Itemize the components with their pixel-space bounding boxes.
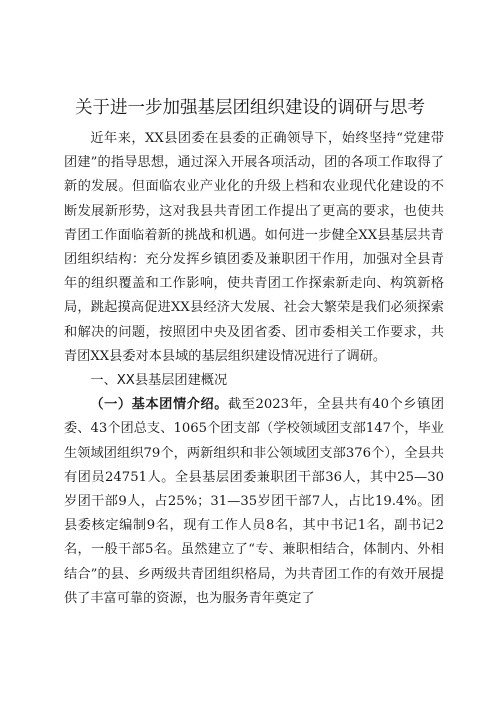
section-heading-overview: 一、XX县基层团建概况 [90,373,228,389]
intro-paragraph: 近年来，XX县团委在县委的正确领导下，始终坚持“党建带团建”的指导思想，通过深入开展各项活动，团的各项工作取得了新的发展。但面临农业产业化的升级上档和农业现代化建设的不断发展新形势，这对我县共青团工作提出了更高的要求，也使共青团工作面临着新的挑战和机遇。如何进一步健全XX县基层共青团组织结构：充分发挥乡镇团委及兼职团干作用，加强对全县青年的组织覆盖和工作影响，使共青团工作探索新走向、构筑新格局，跳起摸高促进XX县经济大发展、社会大繁荣是我们必须探索和解决的问题，按照团中央及团省委、团市委相关工作要求，共青团XX县委对本县域的基层组织建设情况进行了调研。 [64,131,444,364]
subsection-paragraph-basic-info [64,393,444,611]
document-title: 关于进一步加强基层团组织建设的调研与思考 [75,98,425,118]
subsection-text: 截至2023年，全县共有40个乡镇团委、43个团总支、1065个团支部（学校领域团支部147个，毕业生领域团组织79个，两新组织和非公领域团支部376个），全县共有团员24751人。全县基层团委兼职团干部36人，其中25—30岁团干部9人，占25%；31—35岁团干部7人，占比19.4%。团县委核定编制9名，现有工作人员8名，其中书记1名，副书记2名，一般干部5名。虽然建立了“专、兼职相结合，体制内、外相结合”的县、乡两级共青团组织格局，为共青团工作的有效开展提供了丰富可靠的资源，也为服务青年奠定了 [64,397,445,606]
document-body [64,127,444,611]
subsection-label: （一）基本团情介绍。 [90,397,228,413]
